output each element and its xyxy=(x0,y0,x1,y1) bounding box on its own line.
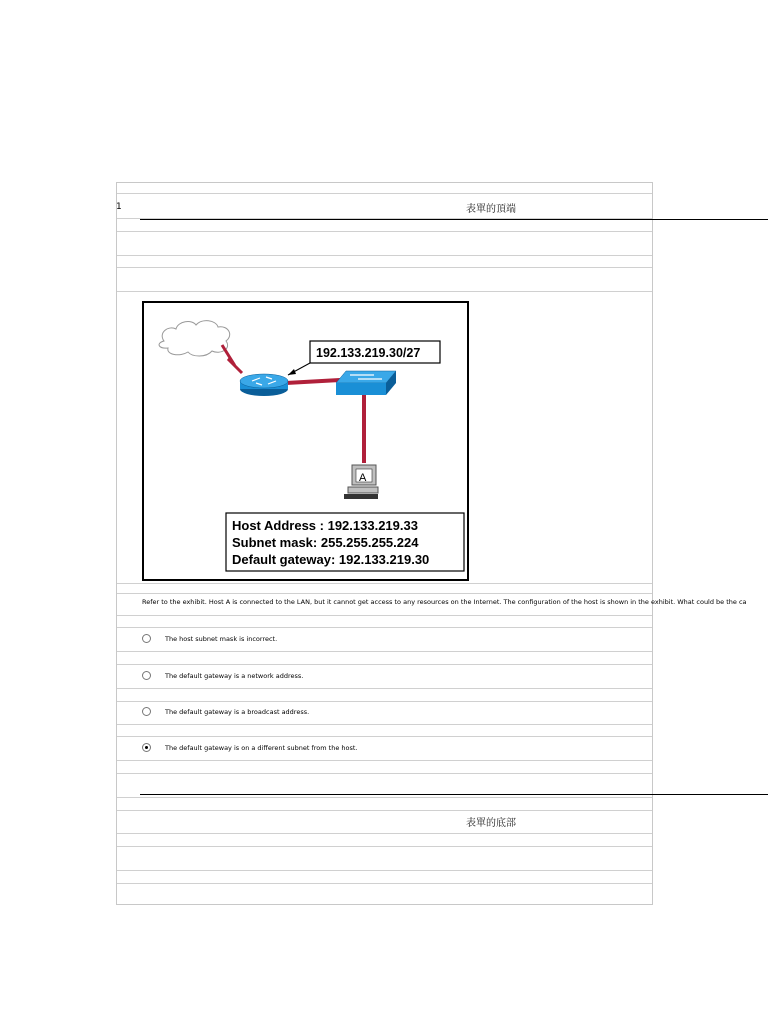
table-rule xyxy=(117,810,652,811)
table-rule xyxy=(117,193,652,194)
default-gateway-text: Default gateway: 192.133.219.30 xyxy=(232,552,430,567)
radio-option-4[interactable] xyxy=(142,743,151,752)
option-label: The host subnet mask is incorrect. xyxy=(165,634,278,643)
table-rule xyxy=(117,701,652,702)
table-rule xyxy=(117,255,652,256)
table-rule xyxy=(117,583,652,584)
serial-link xyxy=(222,345,242,373)
table-rule xyxy=(117,615,652,616)
table-rule xyxy=(117,846,652,847)
host-address-text: Host Address : 192.133.219.33 xyxy=(232,518,418,533)
table-rule xyxy=(117,736,652,737)
form-bottom-label: 表單的底部 xyxy=(466,818,516,829)
table-rule xyxy=(117,833,652,834)
form-top-label: 表單的頂端 xyxy=(466,204,516,215)
table-rule xyxy=(117,724,652,725)
network-diagram xyxy=(144,303,467,579)
answer-option[interactable] xyxy=(142,743,358,752)
answer-option[interactable] xyxy=(142,634,277,643)
router-switch-link xyxy=(286,380,340,383)
table-rule xyxy=(117,627,652,628)
option-label: The default gateway is on a different subnet from the host. xyxy=(165,743,358,752)
table-rule xyxy=(117,291,652,292)
question-text: Refer to the exhibit. Host A is connected to the LAN, but it cannot get access to any resources on the Internet. The configuration of the host is shown in the exhibit. What could be the ca xyxy=(142,598,747,606)
option-label: The default gateway is a network address. xyxy=(165,671,304,680)
form-bottom-rule xyxy=(140,794,768,795)
table-rule xyxy=(117,651,652,652)
subnet-mask-text: Subnet mask: 255.255.255.224 xyxy=(232,535,419,550)
option-label: The default gateway is a broadcast address. xyxy=(165,707,310,716)
question-number: 1 xyxy=(116,202,122,212)
internet-cloud-icon xyxy=(159,321,230,356)
radio-option-1[interactable] xyxy=(142,634,151,643)
table-rule xyxy=(117,870,652,871)
answer-option[interactable] xyxy=(142,671,303,680)
table-rule xyxy=(117,267,652,268)
router-icon xyxy=(240,374,288,396)
network-exhibit xyxy=(142,301,469,581)
switch-icon xyxy=(336,371,396,395)
table-rule xyxy=(117,760,652,761)
table-rule xyxy=(117,773,652,774)
host-label: A xyxy=(359,472,367,484)
table-rule xyxy=(117,593,652,594)
table-rule xyxy=(117,688,652,689)
table-rule xyxy=(117,231,652,232)
answer-option[interactable] xyxy=(142,707,309,716)
gateway-label-text: 192.133.219.30/27 xyxy=(316,346,421,360)
table-rule xyxy=(117,883,652,884)
table-rule xyxy=(117,797,652,798)
radio-option-3[interactable] xyxy=(142,707,151,716)
form-top-rule xyxy=(140,219,768,220)
table-rule xyxy=(117,664,652,665)
radio-option-2[interactable] xyxy=(142,671,151,680)
